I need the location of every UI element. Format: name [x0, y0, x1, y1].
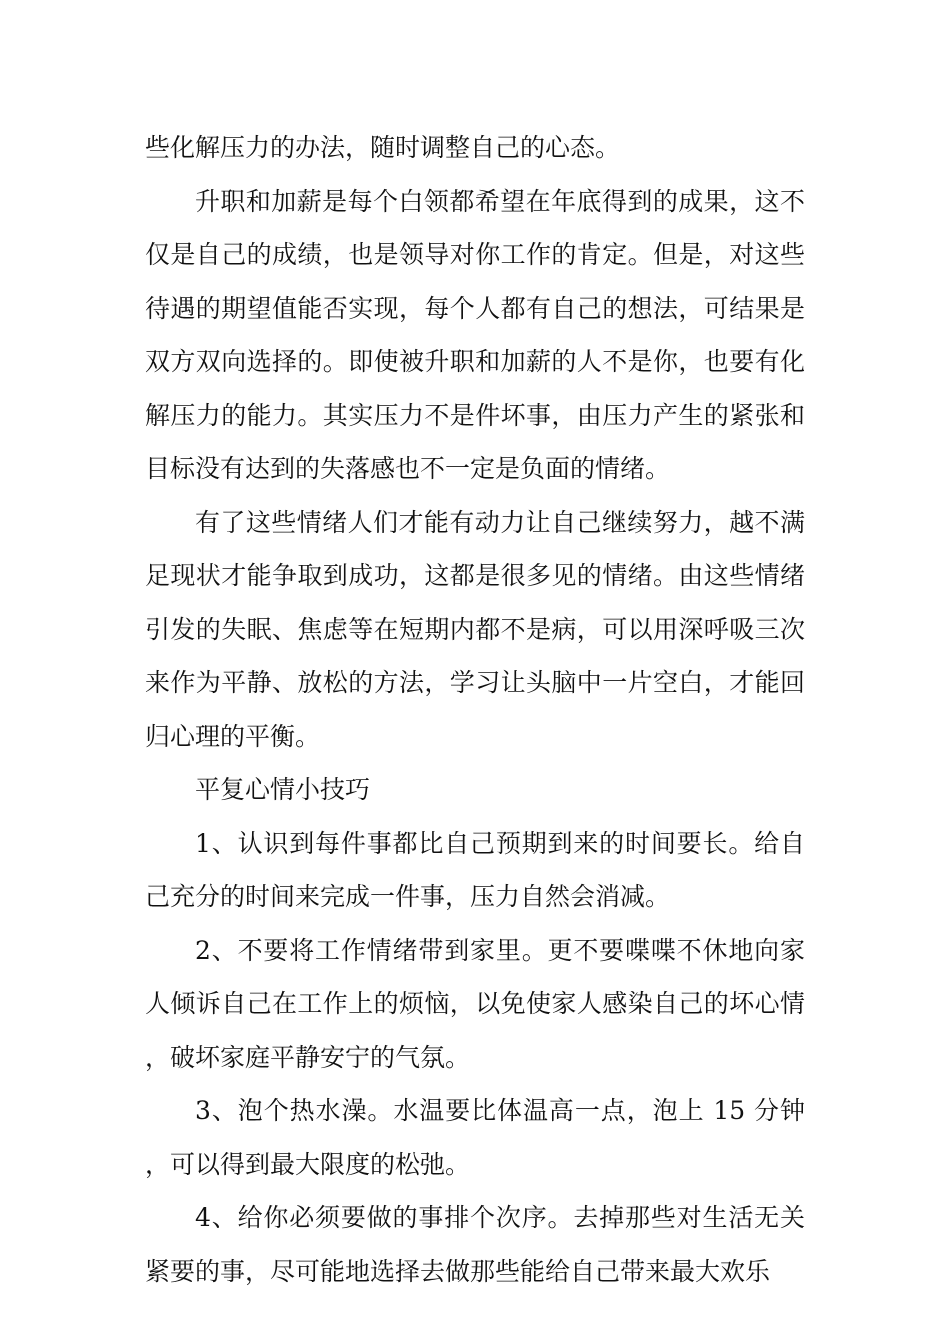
- paragraph-promotion-pressure: 升职和加薪是每个白领都希望在年底得到的成果，这不仅是自己的成绩，也是领导对你工作的肯定。但是，对这些待遇的期望值能否实现，每个人都有自己的想法，可结果是双方双向选择的。即使被升职和加薪的人不是你，也要有化解压力的能力。其实压力不是件坏事，由压力产生的紧张和目标没有达到的失落感也不一定是负面的情绪。: [145, 186, 805, 483]
- paragraph-emotions: 有了这些情绪人们才能有动力让自己继续努力，越不满足现状才能争取到成功，这都是很多见的情绪。由这些情绪引发的失眠、焦虑等在短期内都不是病，可以用深呼吸三次来作为平静、放松的方法，学习让头脑中一片空白，才能回归心理的平衡。: [145, 507, 805, 751]
- tip-item-4: 4、给你必须要做的事排个次序。去掉那些对生活无关紧要的事，尽可能地选择去做那些能给自己带来最大欢乐: [145, 1203, 805, 1286]
- tip-item-2: 2、不要将工作情绪带到家里。更不要喋喋不休地向家人倾诉自己在工作上的烦恼，以免使家人感染自己的坏心情，破坏家庭平静安宁的气氛。: [145, 935, 805, 1072]
- tip-item-1: 1、认识到每件事都比自己预期到来的时间要长。给自己充分的时间来完成一件事，压力自然会消减。: [145, 828, 805, 911]
- section-heading-tips: 平复心情小技巧: [195, 775, 371, 804]
- tip-item-3: 3、泡个热水澡。水温要比体温高一点，泡上 15 分钟，可以得到最大限度的松弛。: [145, 1096, 805, 1179]
- document-body: [145, 121, 805, 1298]
- paragraph-continuation: 些化解压力的办法，随时调整自己的心态。: [145, 133, 621, 162]
